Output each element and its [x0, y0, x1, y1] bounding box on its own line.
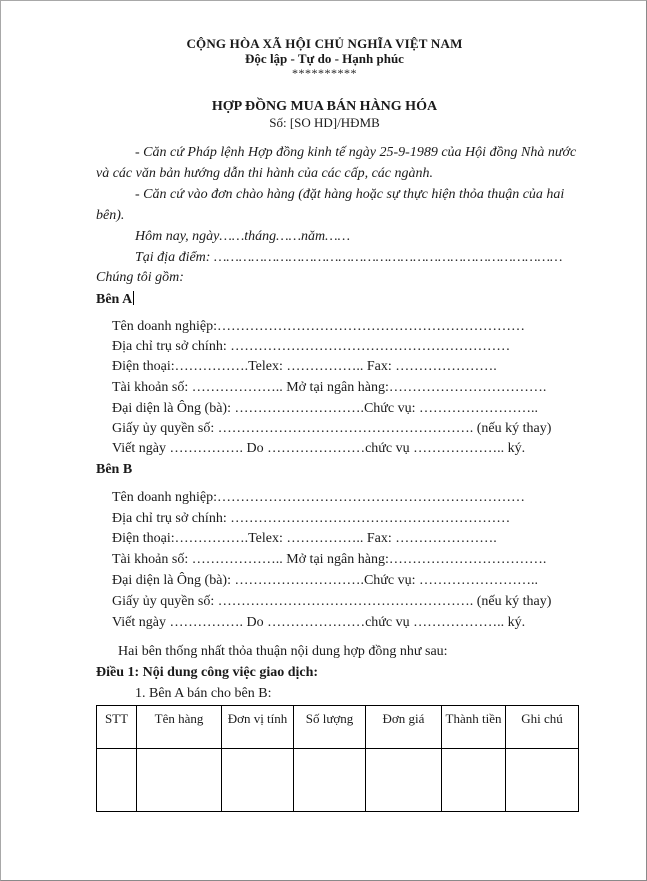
- party-a-phone: Điện thoại:…………….Telex: …………….. Fax: ………………….: [112, 359, 497, 374]
- party-a-representative: Đại diện là Ông (bà): ……………………….Chức vụ: ……………………..: [112, 401, 538, 416]
- party-b-heading: Bên B: [96, 462, 133, 477]
- article-1-item-1: 1. Bên A bán cho bên B:: [135, 686, 272, 701]
- document-title: HỢP ĐỒNG MUA BÁN HÀNG HÓA: [211, 99, 438, 114]
- table-cell[interactable]: [506, 749, 579, 812]
- column-header-stt: STT: [97, 706, 137, 749]
- place-line: Tại địa điểm: …………………………………………………………………………: [135, 250, 563, 265]
- party-a-written: Viết ngày ……………. Do …………………chức vụ ……………….. ký.: [112, 441, 526, 456]
- column-header-unit-price: Đơn giá: [366, 706, 442, 749]
- party-b-representative: Đại diện là Ông (bà): ……………………….Chức vụ: ……………………..: [112, 573, 538, 588]
- party-a-account: Tài khoản số: ……………….. Mở tại ngân hàng:…………………………….: [112, 380, 547, 395]
- column-header-product-name: Tên hàng: [137, 706, 222, 749]
- table-cell[interactable]: [137, 749, 222, 812]
- preamble-line: - Căn cứ vào đơn chào hàng (đặt hàng hoặc sự thực hiện thỏa thuận của hai: [135, 187, 565, 202]
- column-header-amount: Thành tiền: [442, 706, 506, 749]
- table-cell[interactable]: [294, 749, 366, 812]
- motto-heading: Độc lập - Tự do - Hạnh phúc: [245, 51, 404, 66]
- preamble-line: bên).: [96, 208, 125, 223]
- party-b-account: Tài khoản số: ……………….. Mở tại ngân hàng:…………………………….: [112, 552, 547, 567]
- table-cell[interactable]: [97, 749, 137, 812]
- goods-table: [96, 705, 579, 812]
- party-b-written: Viết ngày ……………. Do …………………chức vụ ……………….. ký.: [112, 615, 526, 630]
- stars-divider: **********: [292, 66, 357, 80]
- party-a-authorization: Giấy ủy quyền số: ………………………………………………. (nếu ký thay): [112, 421, 552, 436]
- parties-intro: Chúng tôi gồm:: [96, 270, 184, 285]
- party-b-company: Tên doanh nghiệp:…………………………………………………………: [112, 490, 525, 505]
- article-1-heading: Điều 1: Nội dung công việc giao dịch:: [96, 665, 319, 680]
- party-b-address: Địa chỉ trụ sở chính: ……………………………………………………: [112, 511, 511, 526]
- column-header-note: Ghi chú: [506, 706, 579, 749]
- table-cell[interactable]: [366, 749, 442, 812]
- table-header-row: [97, 706, 579, 749]
- table-cell[interactable]: [442, 749, 506, 812]
- text-cursor: [133, 291, 134, 305]
- party-a-heading[interactable]: Bên A: [96, 292, 133, 307]
- date-line: Hôm nay, ngày……tháng……năm……: [135, 229, 351, 244]
- agreement-intro: Hai bên thống nhất thỏa thuận nội dung hợp đồng như sau:: [118, 644, 448, 659]
- party-b-authorization: Giấy ủy quyền số: ………………………………………………. (nếu ký thay): [112, 594, 552, 609]
- nation-heading: CỘNG HÒA XÃ HỘI CHỦ NGHĨA VIỆT NAM: [186, 36, 463, 51]
- party-a-address: Địa chỉ trụ sở chính: ……………………………………………………: [112, 339, 511, 354]
- column-header-unit: Đơn vị tính: [222, 706, 294, 749]
- preamble-line: và các văn bản hướng dẫn thi hành của các cấp, các ngành.: [96, 166, 434, 181]
- party-a-company: Tên doanh nghiệp:…………………………………………………………: [112, 319, 525, 334]
- column-header-quantity: Số lượng: [294, 706, 366, 749]
- table-row: [97, 749, 579, 812]
- preamble-line: - Căn cứ Pháp lệnh Hợp đồng kinh tế ngày 25-9-1989 của Hội đồng Nhà nước: [135, 145, 577, 160]
- document-number: Số: [SO HD]/HĐMB: [269, 115, 380, 130]
- party-b-phone: Điện thoại:…………….Telex: …………….. Fax: ………………….: [112, 531, 497, 546]
- table-cell[interactable]: [222, 749, 294, 812]
